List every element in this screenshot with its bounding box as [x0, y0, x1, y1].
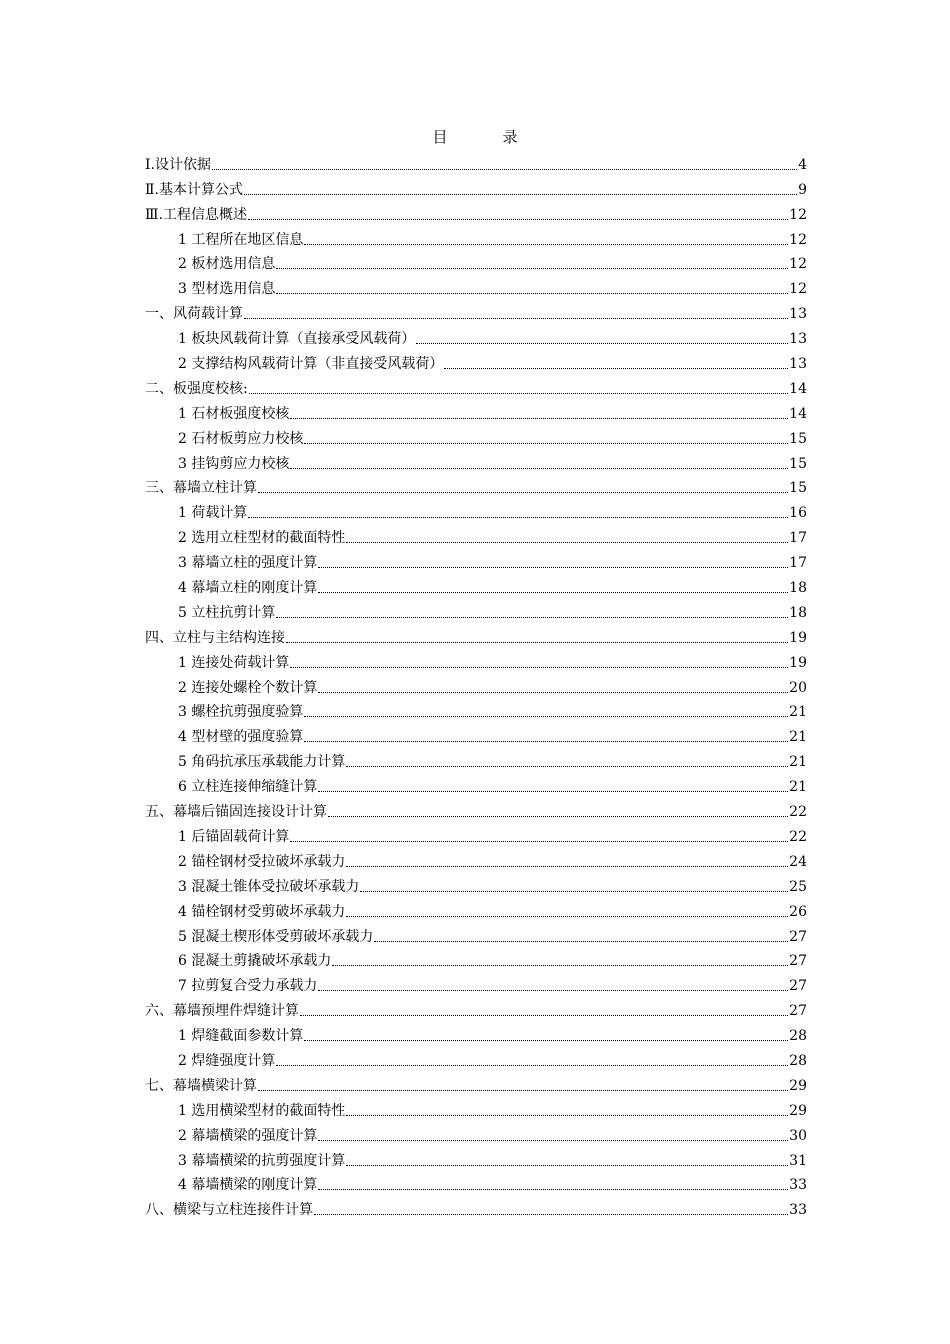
toc-entry-page-number: 18	[789, 580, 807, 597]
toc-entry-page-number: 17	[789, 530, 807, 547]
toc-dot-leader	[290, 840, 788, 842]
toc-entry-page-number: 22	[789, 828, 807, 845]
toc-entry[interactable]	[145, 349, 807, 374]
toc-dot-leader	[248, 218, 788, 220]
toc-entry-page-number: 27	[789, 1003, 807, 1020]
toc-entry[interactable]	[145, 548, 807, 573]
toc-entry-page-number: 17	[789, 555, 807, 572]
toc-entry[interactable]	[145, 399, 807, 424]
toc-entry-label: 7 拉剪复合受力承载力	[178, 978, 318, 995]
toc-entry[interactable]	[145, 1146, 807, 1171]
toc-entry-label: 1 连接处荷载计算	[178, 654, 290, 671]
toc-entry[interactable]	[145, 324, 807, 349]
toc-dot-leader	[304, 740, 788, 742]
toc-entry-page-number: 15	[789, 430, 807, 447]
toc-entry[interactable]	[145, 797, 807, 822]
toc-entry-label: 1 荷载计算	[178, 505, 248, 522]
toc-entry-page-number: 13	[789, 306, 807, 323]
toc-entry-label: 1 后锚固载荷计算	[178, 828, 290, 845]
toc-entry-page-number: 19	[789, 629, 807, 646]
toc-entry-page-number: 21	[789, 729, 807, 746]
toc-entry-page-number: 29	[789, 1077, 807, 1094]
toc-entry[interactable]	[145, 200, 807, 225]
toc-entry-page-number: 25	[789, 878, 807, 895]
toc-entry-label: 六、幕墙预埋件焊缝计算	[145, 1003, 299, 1020]
toc-dot-leader	[318, 591, 788, 593]
toc-entry[interactable]	[145, 1021, 807, 1046]
toc-entry[interactable]	[145, 1171, 807, 1196]
toc-entry[interactable]	[145, 250, 807, 275]
toc-entry-label: Ⅰ.设计依据	[145, 156, 211, 173]
toc-dot-leader	[346, 1164, 788, 1166]
toc-dot-leader	[360, 890, 788, 892]
toc-entry-page-number: 12	[789, 231, 807, 248]
toc-dot-leader	[318, 989, 788, 991]
toc-dot-leader	[212, 168, 797, 170]
toc-entry[interactable]	[145, 175, 807, 200]
toc-entry-label: 3 混凝土锥体受拉破坏承载力	[178, 878, 360, 895]
toc-entry-page-number: 27	[789, 928, 807, 945]
toc-entry-label: 5 混凝土楔形体受剪破坏承载力	[178, 928, 374, 945]
toc-dot-leader	[332, 964, 788, 966]
toc-entry[interactable]	[145, 1046, 807, 1071]
toc-entry-label: 3 幕墙立柱的强度计算	[178, 555, 318, 572]
toc-dot-leader	[290, 666, 788, 668]
toc-dot-leader	[276, 292, 788, 294]
toc-entry[interactable]	[145, 150, 807, 175]
toc-entry-page-number: 21	[789, 779, 807, 796]
toc-entry[interactable]	[145, 747, 807, 772]
toc-dot-leader	[276, 267, 788, 269]
toc-dot-leader	[416, 342, 788, 344]
toc-entry-label: 五、幕墙后锚固连接设计计算	[145, 804, 327, 821]
toc-entry-page-number: 4	[798, 156, 807, 173]
toc-dot-leader	[328, 815, 788, 817]
toc-dot-leader	[318, 566, 788, 568]
toc-dot-leader	[300, 1014, 788, 1016]
toc-entry-page-number: 15	[789, 480, 807, 497]
toc-entry-label: 4 幕墙立柱的刚度计算	[178, 580, 318, 597]
toc-entry-label: 2 石材板剪应力校核	[178, 430, 304, 447]
toc-entry-page-number: 26	[789, 903, 807, 920]
toc-entry-page-number: 33	[789, 1202, 807, 1219]
toc-entry[interactable]	[145, 623, 807, 648]
toc-entry-page-number: 33	[789, 1177, 807, 1194]
toc-entry[interactable]	[145, 523, 807, 548]
toc-dot-leader	[444, 367, 788, 369]
toc-entry[interactable]	[145, 374, 807, 399]
toc-entry[interactable]	[145, 1096, 807, 1121]
toc-dot-leader	[346, 915, 788, 917]
toc-entry-label: Ⅲ.工程信息概述	[145, 206, 247, 223]
toc-entry[interactable]	[145, 922, 807, 947]
toc-entry-label: 3 幕墙横梁的抗剪强度计算	[178, 1152, 346, 1169]
toc-entry-label: 5 角码抗承压承载能力计算	[178, 754, 346, 771]
toc-entry-page-number: 15	[789, 455, 807, 472]
toc-list	[145, 150, 807, 1220]
toc-entry-label: 2 选用立柱型材的截面特性	[178, 530, 346, 547]
toc-entry-page-number: 13	[789, 331, 807, 348]
toc-entry[interactable]	[145, 648, 807, 673]
toc-entry-label: 6 混凝土剪撬破坏承载力	[178, 953, 332, 970]
toc-entry-label: 2 幕墙横梁的强度计算	[178, 1127, 318, 1144]
toc-entry-label: 1 焊缝截面参数计算	[178, 1028, 304, 1045]
toc-entry-label: 1 石材板强度校核	[178, 405, 290, 422]
toc-entry-page-number: 27	[789, 978, 807, 995]
toc-entry-page-number: 31	[789, 1152, 807, 1169]
toc-entry-page-number: 22	[789, 804, 807, 821]
toc-entry[interactable]	[145, 474, 807, 499]
toc-entry-label: 1 选用横梁型材的截面特性	[178, 1102, 346, 1119]
toc-dot-leader	[244, 193, 797, 195]
toc-dot-leader	[374, 940, 788, 942]
toc-entry-label: 二、板强度校核:	[145, 380, 248, 397]
toc-dot-leader	[244, 317, 788, 319]
toc-entry-label: 2 锚栓钢材受拉破坏承载力	[178, 853, 346, 870]
toc-entry-label: 2 焊缝强度计算	[178, 1052, 276, 1069]
toc-entry[interactable]	[145, 722, 807, 747]
toc-entry[interactable]	[145, 698, 807, 723]
toc-dot-leader	[318, 1139, 788, 1141]
toc-entry[interactable]	[145, 971, 807, 996]
toc-entry[interactable]	[145, 772, 807, 797]
toc-dot-leader	[346, 541, 788, 543]
toc-entry-label: 七、幕墙横梁计算	[145, 1077, 257, 1094]
toc-dot-leader	[248, 516, 788, 518]
toc-entry-page-number: 9	[798, 181, 807, 198]
toc-entry-page-number: 21	[789, 704, 807, 721]
toc-entry-label: 4 型材壁的强度验算	[178, 729, 304, 746]
toc-entry-label: 一、风荷载计算	[145, 306, 243, 323]
toc-entry-label: 3 挂钩剪应力校核	[178, 455, 290, 472]
toc-dot-leader	[290, 467, 788, 469]
toc-entry-label: 2 连接处螺栓个数计算	[178, 679, 318, 696]
toc-entry-page-number: 24	[789, 853, 807, 870]
toc-entry-page-number: 30	[789, 1127, 807, 1144]
toc-entry[interactable]	[145, 847, 807, 872]
toc-dot-leader	[304, 715, 788, 717]
toc-entry[interactable]	[145, 573, 807, 598]
toc-entry-page-number: 13	[789, 356, 807, 373]
toc-entry-label: 4 锚栓钢材受剪破坏承载力	[178, 903, 346, 920]
toc-entry-label: 八、横梁与立柱连接件计算	[145, 1202, 313, 1219]
toc-entry-page-number: 12	[789, 256, 807, 273]
toc-entry[interactable]	[145, 299, 807, 324]
toc-entry[interactable]	[145, 424, 807, 449]
toc-entry-label: 6 立柱连接伸缩缝计算	[178, 779, 318, 796]
toc-entry[interactable]	[145, 1121, 807, 1146]
toc-entry-page-number: 16	[789, 505, 807, 522]
toc-entry-page-number: 19	[789, 654, 807, 671]
toc-title: 目 录	[432, 128, 538, 146]
toc-dot-leader	[346, 765, 788, 767]
toc-entry[interactable]	[145, 822, 807, 847]
toc-entry-page-number: 29	[789, 1102, 807, 1119]
toc-entry-page-number: 28	[789, 1052, 807, 1069]
toc-entry-label: 1 板块风载荷计算（直接承受风载荷）	[178, 331, 416, 348]
toc-dot-leader	[346, 865, 788, 867]
toc-entry-label: 2 支撑结构风载荷计算（非直接受风载荷）	[178, 356, 444, 373]
toc-entry[interactable]	[145, 947, 807, 972]
toc-entry-page-number: 12	[789, 281, 807, 298]
toc-dot-leader	[346, 1114, 788, 1116]
toc-entry[interactable]	[145, 1071, 807, 1096]
toc-entry-page-number: 20	[789, 679, 807, 696]
toc-dot-leader	[276, 616, 788, 618]
toc-dot-leader	[286, 641, 788, 643]
toc-dot-leader	[318, 790, 788, 792]
toc-entry-page-number: 12	[789, 206, 807, 223]
toc-entry-label: 3 螺栓抗剪强度验算	[178, 704, 304, 721]
toc-entry-page-number: 21	[789, 754, 807, 771]
toc-dot-leader	[318, 691, 788, 693]
toc-entry[interactable]	[145, 598, 807, 623]
toc-entry[interactable]	[145, 996, 807, 1021]
toc-entry[interactable]	[145, 897, 807, 922]
toc-dot-leader	[290, 417, 788, 419]
toc-dot-leader	[304, 1039, 788, 1041]
toc-dot-leader	[276, 1064, 788, 1066]
toc-dot-leader	[258, 1089, 788, 1091]
toc-dot-leader	[249, 392, 788, 394]
toc-entry[interactable]	[145, 225, 807, 250]
toc-entry-page-number: 27	[789, 953, 807, 970]
toc-entry-label: 2 板材选用信息	[178, 256, 276, 273]
toc-entry[interactable]	[145, 274, 807, 299]
toc-dot-leader	[304, 243, 788, 245]
toc-entry-page-number: 28	[789, 1028, 807, 1045]
toc-entry-label: Ⅱ.基本计算公式	[145, 181, 243, 198]
toc-entry[interactable]	[145, 498, 807, 523]
toc-entry-label: 5 立柱抗剪计算	[178, 604, 276, 621]
toc-entry-page-number: 18	[789, 604, 807, 621]
toc-entry[interactable]	[145, 872, 807, 897]
toc-entry[interactable]	[145, 449, 807, 474]
toc-entry-label: 4 幕墙横梁的刚度计算	[178, 1177, 318, 1194]
toc-entry[interactable]	[145, 1195, 807, 1220]
toc-entry-label: 3 型材选用信息	[178, 281, 276, 298]
toc-entry-page-number: 14	[789, 380, 807, 397]
toc-entry-page-number: 14	[789, 405, 807, 422]
toc-dot-leader	[258, 491, 788, 493]
toc-dot-leader	[314, 1213, 788, 1215]
toc-dot-leader	[318, 1188, 788, 1190]
toc-entry-label: 1 工程所在地区信息	[178, 231, 304, 248]
toc-entry[interactable]	[145, 673, 807, 698]
toc-entry-label: 三、幕墙立柱计算	[145, 480, 257, 497]
toc-dot-leader	[304, 442, 788, 444]
toc-entry-label: 四、立柱与主结构连接	[145, 629, 285, 646]
